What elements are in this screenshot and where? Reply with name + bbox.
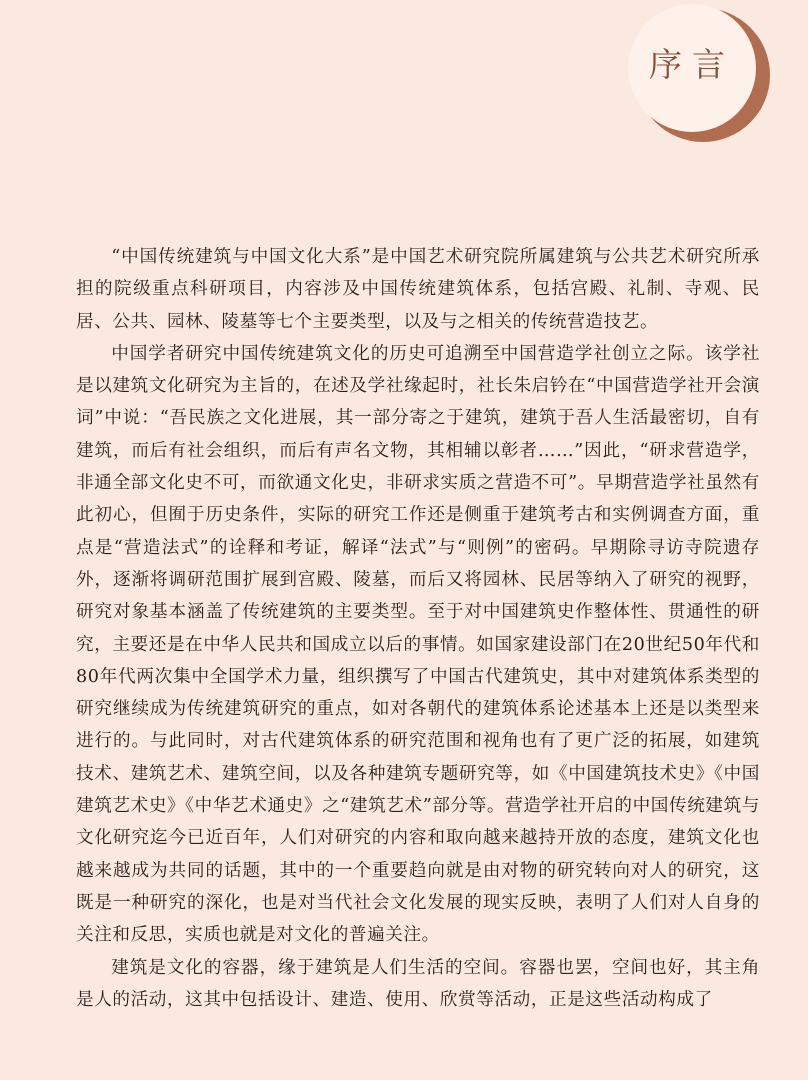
body-text (76, 241, 760, 1016)
paragraph-2: 中国学者研究中国传统建筑文化的历史可追溯至中国营造学社创立之际。该学社是以建筑文化研究为主旨的，在述及学社缘起时，社长朱启钤在“中国营造学社开会演词”中说：“吾民族之文化进展，其一部分寄之于建筑，建筑于吾人生活最密切，自有建筑，而后有社会组织，而后有声名文物，其相辅以彰者……”因此，“研求营造学，非通全部文化史不可，而欲通文化史，非研求实质之营造不可”。早期营造学社虽然有此初心，但囿于历史条件，实际的研究工作还是侧重于建筑考古和实例调查方面，重点是“营造法式”的诠释和考证，解译“法式”与“则例”的密码。早期除寻访寺院遗存外，逐渐将调研范围扩展到宫殿、陵墓，而后又将园林、民居等纳入了研究的视野，研究对象基本涵盖了传统建筑的主要类型。至于对中国建筑史作整体性、贯通性的研究，主要还是在中华人民共和国成立以后的事情。如国家建设部门在20世纪50年代和80年代两次集中全国学术力量，组织撰写了中国古代建筑史，其中对建筑体系类型的研究继续成为传统建筑研究的重点，如对各朝代的建筑体系论述基本上还是以类型来进行的。与此同时，对古代建筑体系的研究范围和视角也有了更广泛的拓展，如建筑技术、建筑艺术、建筑空间，以及各种建筑专题研究等，如《中国建筑技术史》《中国建筑艺术史》《中华艺术通史》之“建筑艺术”部分等。营造学社开启的中国传统建筑与文化研究迄今已近百年，人们对研究的内容和取向越来越持开放的态度，建筑文化也越来越成为共同的话题，其中的一个重要趋向就是由对物的研究转向对人的研究，这既是一种研究的深化，也是对当代社会文化发展的现实反映，表明了人们对人自身的关注和反思，实质也就是对文化的普遍关注。 (76, 343, 760, 946)
page-title: 序言 (649, 44, 735, 84)
paragraph-3: 建筑是文化的容器，缘于建筑是人们生活的空间。容器也罢，空间也好，其主角是人的活动，这其中包括设计、建造、使用、欣赏等活动，正是这些活动构成了 (76, 957, 760, 1010)
paragraph-1: “中国传统建筑与中国文化大系”是中国艺术研究院所属建筑与公共艺术研究所承担的院级重点科研项目，内容涉及中国传统建筑体系，包括宫殿、礼制、寺观、民居、公共、园林、陵墓等七个主要类型，以及与之相关的传统营造技艺。 (76, 247, 760, 332)
